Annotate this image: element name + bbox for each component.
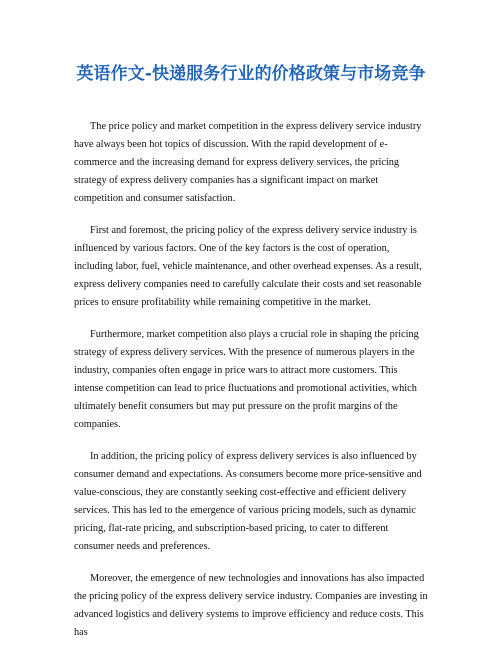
paragraph-5: Moreover, the emergence of new technologies and innovations has also impacted the pricing policy of the express delivery service industry. Companies are investing in advanced logistics and delivery systems to improve efficiency and reduce costs. This has	[74, 573, 428, 638]
paragraph-3: Furthermore, market competition also plays a crucial role in shaping the pricing strategy of express delivery services. With the presence of numerous players in the industry, companies often engage in price wars to attract more customers. This intense competition can lead to price fluctuations and promotional activities, which ultimately benefit consumers but may put pressure on the profit margins of the companies.	[74, 329, 419, 430]
document-body	[74, 118, 428, 642]
paragraph-1: The price policy and market competition in the express delivery service industry have always been hot topics of discussion. With the rapid development of e-commerce and the increasing demand for express delivery services, the pricing strategy of express delivery companies has a significant impact on market competition and consumer satisfaction.	[74, 121, 422, 204]
paragraph-2: First and foremost, the pricing policy of the express delivery service industry is influenced by various factors. One of the key factors is the cost of operation, including labor, fuel, vehicle maintenance, and other overhead expenses. As a result, express delivery companies need to carefully calculate their costs and set reasonable prices to ensure profitability while remaining competitive in the market.	[74, 225, 422, 308]
paragraph-4: In addition, the pricing policy of express delivery services is also influenced by consumer demand and expectations. As consumers become more price-sensitive and value-conscious, they are constantly seeking cost-effective and efficient delivery services. This has led to the emergence of various pricing models, such as dynamic pricing, flat-rate pricing, and subscription-based pricing, to cater to different consumer needs and preferences.	[74, 451, 422, 552]
document-title: 英语作文-快递服务行业的价格政策与市场竞争	[76, 64, 426, 84]
